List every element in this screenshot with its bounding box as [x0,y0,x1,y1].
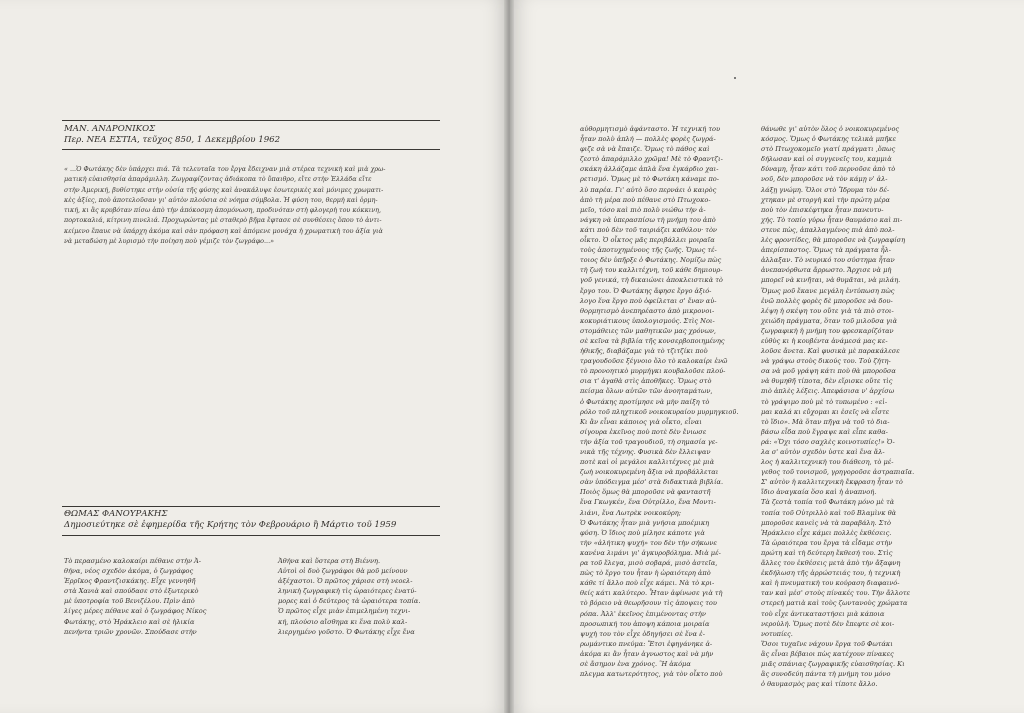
text-line: μποροῦσε κανεὶς νὰ τὰ παραβάλη. Στὸ [761,518,892,527]
text-line: θείς κάτι καλύτερο. Ἦταν ἀφίνωσε γιὰ τὴ [580,589,723,598]
text-line: νὰ θυμηθῆ τίποτα, δὲν εἴρισκε οὔτε τὶς [761,377,893,386]
text-line: Ὁ πρῶτος εἶχε μιὰν ἐπιμελημένη τεχνι- [278,607,411,616]
text-line: κάτι ποὺ δὲν τοῦ ταιριάζει καθόλου· τὸν [580,225,717,234]
text-line: τὸ προνοητικὸ μυρμήγκι κουβαλοῦσε πλού- [580,367,726,376]
text-line: ἴδιο ἀναγκαία ὅσο καὶ ἡ ἀναπνοή. [761,488,877,497]
text-line: κοκυριάτικους ὑπολογισμούς. Στὶς Νοι- [580,316,715,325]
article2-column-1 [64,556,206,637]
text-line: βάσω εἶδα ποὺ ἔγραψε καὶ εἶπε καθα- [761,427,888,436]
text-line: φύση. Ὁ ἴδιος ποὺ μίλησε κάποτε γιὰ [580,528,705,537]
text-line: δήλωσαν καὶ οἱ συγγενεῖς του, καμμιὰ [761,155,892,164]
text-line: Αὐτοὶ οἱ δυὸ ζωγράφοι θὰ μοῦ μείνουν [278,567,408,576]
book-gutter [504,0,514,713]
article2-source: Δημοσιεύτηκε σὲ ἐφημερίδα τῆς Κρήτης τὸν Φεβρουάριο ἢ Μάρτιο τοῦ 1959 [64,520,397,530]
text-line: Σ' αὐτὸν ἡ καλλιτεχνικὴ ἔκφραση ἦταν τὸ [761,478,903,487]
text-line: σὲ ἄσημον ἐνα χρόνος. Ἢ ἀκόμα [580,659,691,668]
text-line: λογο ἕνα ἔργο ποὺ ὀφείλεται σ' ἕναν αὐ- [580,296,717,305]
text-line: στομάθειες τῶν μαθητικῶν μας χρόνων, [580,326,716,335]
right-column-2 [761,124,914,689]
quote-line: στὴν Ἀμερική, βυθίστηκε στὴν οὐσία τῆς φύσης καὶ ἀνακάλυψε ἐσωτερικὲς καὶ μόνιμες χρωματι- [64,185,384,194]
quote-line: κείμενο ἔπαυε νὰ ὑπάρχη ἀκόμα καὶ σὰν πρόφαση καὶ ἀπόμενε μονάχα ἡ χρωματικὴ του ἀξία γιὰ [64,226,383,235]
text-line: Ἐρρῖκος Φραντζισκάκης. Εἶχε γεννηθῆ [64,577,196,586]
text-line: σὲ κεῖνα τὰ βιβλία τῆς κονσερβοποιημένης [580,336,725,345]
text-line: τὴν «ἀλήτικη ψυχή» του δὲν τὴν σήκωνε [580,538,717,547]
text-line: πενήντα τριῶν χρονῶν. Σπούδασε στὴν [64,627,197,636]
text-line: λέψη ἡ σκέψη του οὔτε γιὰ τὰ πιὸ στοι- [761,306,894,315]
text-line: ρωμάντικο πνεύμα: Ἔτσι ἐφηγάνηκε ἀ- [580,639,713,648]
text-line: ἐνῶ πολλὲς φορὲς δὲ μποροῦσε νὰ δου- [761,296,893,305]
text-line: τοιος δὲν ὑπῆρξε ὁ Φωτάκης. Νομίζω πὼς [580,256,722,265]
text-line: στὸ Πτωχοκομεῖο γιατί πράγματι ,ὅπως [761,145,896,154]
text-line: ρετισμό. Ὅμως μὲ τὸ Φωτάκη κάναμε πο- [580,175,719,184]
text-line: κάθε τί ἄλλο ποὺ εἶχε κάμει. Νὰ τὸ κρι- [580,579,715,588]
text-line: ταν καὶ μέσ' στοὺς πίνακές του. Τὴν ἄλλοτε [761,589,911,598]
text-line: τὸ ἴδιο». Μὰ ὅταν πῆγα νὰ τοῦ τὸ δια- [761,417,890,426]
text-line: καὶ ἡ πνευματικὴ του κούραση διαφαινό- [761,579,900,588]
text-line: ἀπερίσπαστος. Ὅμως τὰ πράγματα ἦλ- [761,246,891,255]
text-line: νεροὺλή. Ὅμως ποτὲ δὲν ἔπεφτε σὲ κοι- [761,619,895,628]
text-line: θορμητισμὸ ἀνεπηρέαστο ἀπὸ μικρονοι- [580,306,715,315]
text-line: μιᾶς σπάνιας ζωγραφικῆς εὐαισθησίας. Κι [761,659,905,668]
text-line: Τὸ περασμένο καλοκαίρι πέθανε στὴν Ἀ- [64,557,202,565]
text-line: πρώτη καὶ τὴ δεύτερη ἔκθεσή του. Στὶς [761,548,893,557]
text-line: σκάκη ἀλλάζαμε ἁπλὰ ἕνα ἐγκάρδιο χαι- [580,165,719,174]
text-line: ἀξέχαστοι. Ὁ πρῶτος χάρισε στὴ νεοελ- [278,577,413,586]
text-line: τὴν ἀξία τοῦ τραγουδιοῦ, τὴ σημασία γε- [580,437,718,446]
header-rule-bottom [62,149,440,150]
text-line: ποὺ τὸν ἐπισκέφτηκα ἦταν πανευτυ- [761,205,884,214]
article2-column-2 [278,556,420,637]
text-line: ζωὴ νοικοκυρεμένη ἄξια νὰ προβάλλεται [580,468,719,477]
text-line: ἄλλες του ἐκθέσεις μετὰ ἀπὸ τὴν ἄξαφνη [761,559,901,568]
text-line: ποτὲ καὶ οἱ μεγάλοι καλλιτέχνες μὲ μιὰ [580,458,715,467]
text-line: ἕνα Γκωγκέν, ἕνα Οὐτρίλλο, ἕνα Μοντι- [580,498,716,507]
text-line: τοὺ εἶχε ἀντικαταστήσει μιὰ κάποια [761,609,885,618]
header2-rule-top [62,506,440,507]
text-line: ρά: «Ὅχι τόσο σαχλὲς κοινοτυπίες!» Ὁ- [761,437,895,446]
text-line: σα νὰ μοῦ γράψη κάτι ποὺ θὰ μποροῦσα [761,367,896,376]
text-line: μαι καλά κι εὔχομαι κι ἐσεῖς νὰ εἶστε [761,407,890,416]
text-line: γοῦ γενικά, τὴ δικαιώνει ἀποκλειστικὰ τὸ [580,276,723,285]
text-line: πιὸ ἁπλὲς λέξεις. Ἀπεφάσισα ν' ἀρχίσω [761,387,895,396]
text-line: ἂς εἶναι βέβαιοι πὼς κατέχουν πίνακες [761,649,894,658]
text-line: αὐθορμητισμὸ ἀφάνταστο. Ἡ τεχνική του [580,125,720,133]
text-line: στευε πὼς, ἀπαλλαγμένος πιὰ ἀπὸ πολ- [761,225,895,234]
text-line: σια τ' ἀγαθὰ στὶς ἀποθῆκες. Ὅμως στὸ [580,377,712,386]
text-line: τὸ γράψιμο ποὺ μὲ τὸ τυπωμένο : «εἰ- [761,397,888,406]
article1-source: Περ. ΝΕΑ ΕΣΤΙΑ, τεῦχος 850, 1 Δεκεμβρίου 1962 [64,135,281,145]
text-line: ρα τοῦ ἔλεγα, μισὸ σοβαρά, μισὸ ἀστεῖα, [580,559,718,568]
text-line: ζεστὸ ἀπαράμιλλο χρῶμα! Μὲ τὸ Φραντζι- [580,155,723,164]
text-line: στὰ Χανιὰ καὶ σπούδασε στὸ ἐξωτερικὸ [64,587,199,596]
page-speck [734,77,736,79]
quote-line: « ...Ὁ Φωτάκης δὲν ὑπάρχει πιά. Τὰ τελευταῖα του ἔργα ἔδειχναν μιὰ στέρεα τεχνικὴ καὶ μιὰ χρω- [64,165,386,173]
text-line: τοὺς ἀποτυχημένους τῆς ζωῆς. Ὅμως τέ- [580,246,717,255]
text-line: μὲ ὑποτροφία τοῦ Βενιζέλου. Πρὶν ἀπὸ [64,597,195,606]
text-line: φιζε σὰ νὰ ἔπαιζε. Ὅμως τὸ πάθος καὶ [580,145,710,154]
quote-line: νὰ μεταδώση μὲ λυρισμὸ τὴν ποίηση ποὺ γέμιζε τὸν ζωγράφο...» [64,237,275,246]
text-line: ἦταν πολὺ ἁπλή — πολλὲς φορὲς ζωγρά- [580,135,716,144]
text-line: τὸ βόρειο νὰ θεωρῆσουν τὶς ἀποψεις του [580,599,717,608]
text-line: ἀλλαξαν. Τὸ νευρικό του σύστημα ἦταν [761,256,895,265]
text-line: Τὰ ὡραιότερα του ἔργα τὰ εἶδαμε στὴν [761,538,893,547]
text-line: ζωγραφικὴ ἡ μνήμη του φρεσκαρίζόταν [761,326,894,335]
text-line: Ποιὸς ὅμως θὰ μποροῦσε νὰ φανταστῆ [580,488,711,497]
text-line: ἀνεπανόρθωτα ἄρρωστο. Ἄρχισε νὰ μὴ [761,266,892,275]
text-line: δύναμη, ἦταν κάτι τοῦ περνοῦσε ἀπὸ τὸ [761,165,896,174]
text-line: χειώδη πράγματα, ὅταν τοῦ μιλοῦσα γιὰ [761,316,898,325]
text-line: ἔργο του. Ὁ Φωτάκης ἄφησε ἔργο ἀξιό- [580,286,712,295]
quote-line: κὲς ἀξίες, ποὺ ἀποτελοῦσαν γι' αὐτὸν πλούσια σὲ νόημα σύμβολα. Ἡ φύση του, θερμὴ καὶ ὁρμη- [64,195,378,204]
text-line: Ἀθήνα καὶ ὕστερα στὴ Βιέννη. [278,557,381,565]
text-line: Κι ἂν εἶναι κάποιος γιὰ οἶκτο, εἶναι [580,417,702,426]
right-page [510,0,1024,713]
text-line: ἀκόμα κι ἂν ἦταν ἀγνωστος καὶ νὰ μὴν [580,649,714,658]
text-line: λος ἡ καλλιτεχνικὴ του διάθεση, τὸ μέ- [761,458,894,467]
text-line: εὐθὺς κι ἡ κουβέντα ἀνάμεσά μας κε- [761,336,888,345]
text-line: Τὰ ζεστὰ τοπία τοῦ Φωτάκη μόνο μὲ τὰ [761,498,895,507]
text-line: κή, πλούσιο αἴσθημα κι ἕνα πολὺ καλ- [278,617,408,626]
text-line: ὁ θαυμασμὸς μας καὶ τίποτε ἄλλο. [761,680,878,689]
left-page [0,0,510,713]
text-line: ληνικὴ ζωγραφικὴ τὶς ὡραιότερες ἐνατύ- [278,587,417,596]
text-line: λα σ' αὐτὸν σχεδὸν ὑστε καὶ ἕνα ἄλ- [761,448,885,456]
text-line: νοτυπίες. [761,629,793,638]
text-line: ρόλο τοῦ πληχτικοῦ νοικοκυραίου μυρμηγκιοῦ. [580,407,739,416]
text-line: ἠθικῆς, διαβάζαμε γιὰ τὸ τζιτζίκι ποὺ [580,347,708,356]
text-line: λὺ παρέα. Γι' αὐτὸ ὅσο περνάει ὁ καιρὸς [580,185,717,194]
text-line: πὼς τὸ ἔργο του ἦταν ἡ ὡραιότερη ἀπὸ [580,569,711,578]
text-line: νοῦ, δὲν μποροῦσε νὰ τὸν κάμῃ ν' ἀλ- [761,175,888,184]
header2-rule-bottom [62,535,440,536]
article2-author: ΘΩΜΑΣ ΦΑΝΟΥΡΑΚΗΣ [64,509,168,519]
text-line: λίγες μέρες πέθανε καὶ ὁ ζωγράφος Νίκος [64,607,207,616]
header-rule-top [62,120,440,121]
text-line: πείσμα ὅλων αὐτῶν τῶν ἀνοηταμάτων, [580,387,713,396]
text-line: Ὅσοι τυχαῖνε νάχουν ἔργα τοῦ Φωτάκι [761,639,893,648]
quote-line: ματικὴ εὐαισθησία ἀπαράμιλλη. Ζωγραφίζοντας ἀδιάκοπα τὸ ὕπαιθρο, εἴτε στὴν Ἑλλάδα εἴτε [64,175,372,184]
text-line: χτηκαν μὲ στοργὴ καὶ τὴν πρώτη μέρα [761,195,890,204]
text-line: μπορεῖ νὰ κινῆται, νὰ θυμᾶται, νὰ μιλάη. [761,276,901,285]
text-line: πλεγμα κατωτερότητος, γιὰ τὸν οἶκτο ποὺ [580,670,723,679]
right-column-1 [580,124,738,679]
text-line: οἶκτο. Ὁ οἶκτος μᾶς περιβάλλει μοιραῖα [580,236,715,245]
text-line: προσωπική του ἀποψη κάποια μοιραία [580,619,710,628]
quote-line: τική, κι ἂς κρυβόταν πίσω ἀπὸ τὴν ἀπόκοσμη ἀπομόνωση, προδινόταν στὴ φλογερὴ του κόκκινη, [64,206,382,215]
article1-quote [64,164,385,246]
text-line: τὴ ζωή του καλλιτέχνη, τοῦ κάθε δημιουρ- [580,266,723,275]
text-line: θήνα, νέος σχεδὸν ἀκόμα, ὁ ζωγράφος [64,567,194,576]
text-line: λιεργημένο γοῦστο. Ὁ Φωτάκης εἶχε ἕνα [278,627,415,636]
text-line: λοῦσε ἄνετα. Καὶ φυσικὰ μὲ παρακάλεσε [761,347,900,356]
text-line: ψυχὴ του τὸν εἶχε ὁδηγήσει σὲ ἕνα ἐ- [580,629,705,638]
text-line: Φωτάκης, στὸ Ἡράκλειο καὶ σὲ ἡλικία [64,617,195,626]
text-line: λιάνι, ἕνα Λωτρὲκ νοικοκύρη; [580,508,681,517]
text-line: νικὰ τῆς τέχνης. Φυσικὰ δὲν ἔλλειψαν [580,448,711,456]
text-line: κανένα λιμάνι γι' ἀγκυροβόλημα. Μιὰ μέ- [580,548,721,557]
text-line: Ἡράκλειο εἶχε κάμει πολλὲς ἐκθέσεις. [761,528,892,537]
text-line: ὁ Φωτάκης προτίμησε νὰ μὴν παίξη τὸ [580,397,710,406]
text-line: τοπία τοῦ Οὐτριλλὸ καὶ τοῦ Βλαμὶνκ θὰ [761,508,897,517]
quote-line: πορτοκαλιά, κίτρινη πινελιά. Προχωρώντας μὲ σταθερὸ βῆμα ἔφτασε σὲ συνθέσεις ὅπου τὸ ἀντι- [64,216,382,225]
text-line: λὲς φροντίδες, θὰ μποροῦσε νὰ ζωγραφίση [761,236,906,245]
text-line: ἐκδήλωση τῆς ἀρρώστειάς του, ἡ τεχνικὴ [761,569,901,578]
text-line: χής. Τὸ τοπίο γύρω ἦταν θαυμάσιο καὶ πι- [761,215,903,224]
text-line: ἀπὸ τὴ μέρα ποὺ πέθανε στὸ Πτωχοκο- [580,195,711,204]
text-line: μεῖο, τόσο καὶ πιὸ πολὺ νιώθω τὴν ἀ- [580,205,706,214]
text-line: σὰν ὑπόδειγμα μέσ' στὰ διδακτικὰ βιβλία. [580,478,724,487]
text-line: κόσμος. Ὅμως ὁ Φωτάκης τελικὰ μπῆκε [761,135,897,144]
text-line: λάξῃ γνώμη. Ὅλοι στὸ Ἴδρυμα τὸν δέ- [761,185,890,194]
text-line: μορες καὶ ὁ δεύτερος τὰ ὡραιότερα τοπία. [278,597,421,606]
text-line: στερεὴ ματιὰ καὶ τοὺς ζωντανοὺς χρώματα [761,599,908,608]
text-line: Ὁ Φωτάκης ἦταν μιὰ γνήσια μποέμικη [580,518,710,527]
text-line: Ὅμως μοῦ ἔκανε μεγάλη ἐντύπωση πὼς [761,286,895,295]
text-line: ἂς συνοδεύη πάντα τὴ μνήμη του μόνο [761,670,891,679]
text-line: νὰ γράψω στοὺς δικούς του. Τοὺ ζήτη- [761,357,891,366]
text-line: σίγουρα ἐκεῖνος ποὺ ποτὲ δὲν ἔνιωσε [580,427,707,436]
article1-author: ΜΑΝ. ΑΝΔΡΟΝΙΚΟΣ [64,124,156,134]
text-line: θάνωθε γι' αὐτὸν ὅλος ὁ νοικοκυρεμένος [761,125,900,133]
text-line: ρόπα. Ἀλλ' ἐκεῖνος ἐπιμένοντας στὴν [580,609,706,618]
text-line: γεθος τοῦ τονισμοῦ, γρηγοροῦσε ἀστραπιαῖα. [761,468,915,477]
text-line: τραγουδοῦσε ξέγνοιο ὅλο τὸ καλοκαίρι ἐνῶ [580,357,728,366]
text-line: νάγκη νὰ ὑπερασπίσω τὴ μνήμη του ἀπὸ [580,215,716,224]
